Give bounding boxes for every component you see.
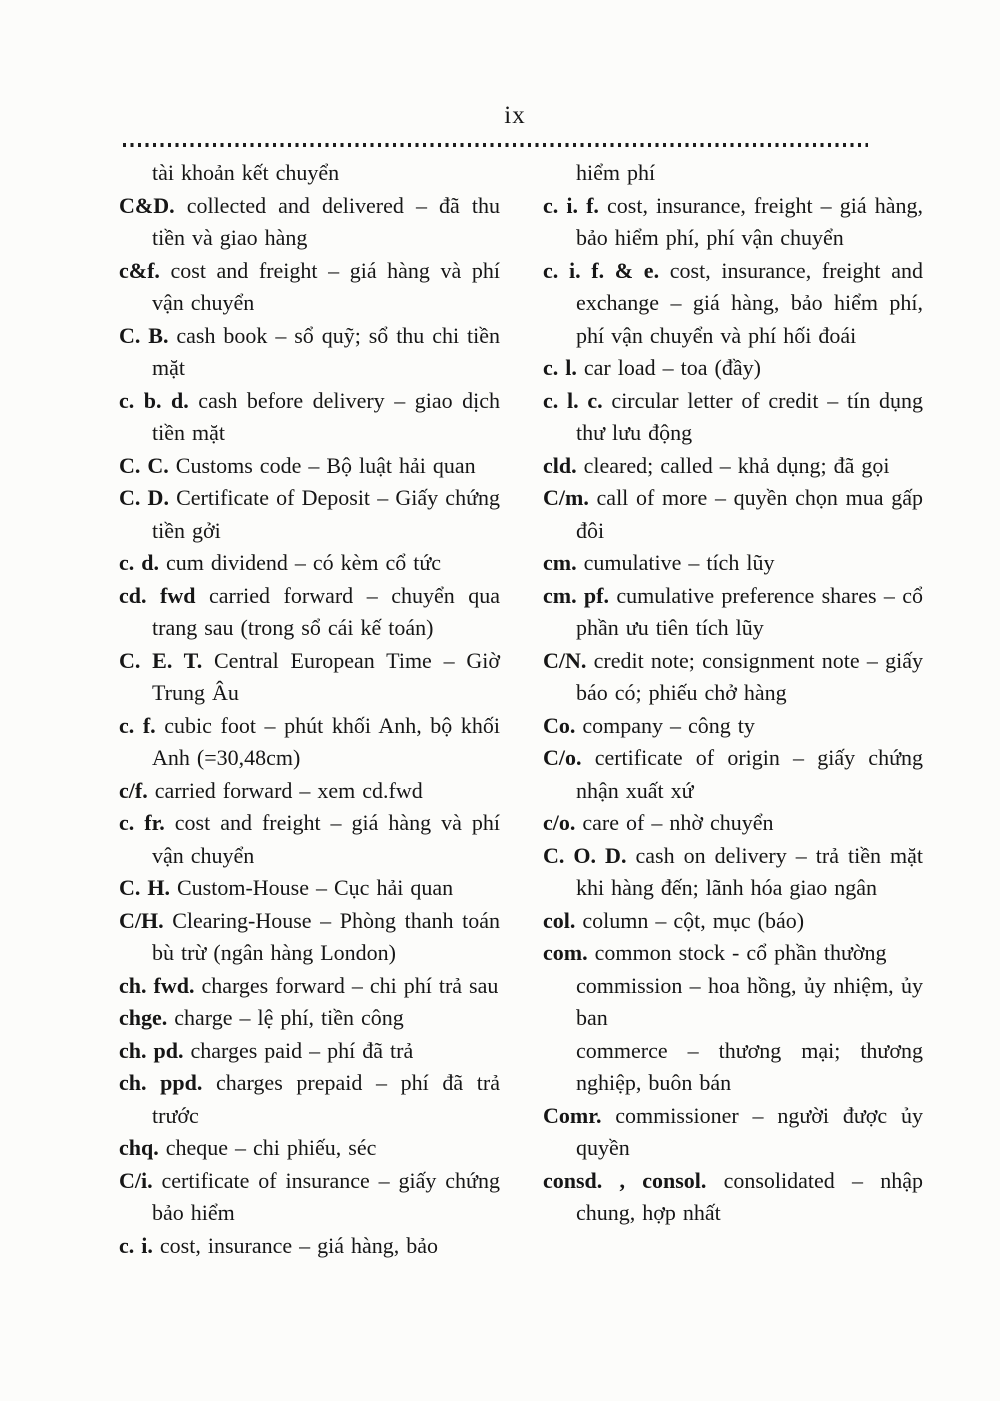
entry-text: company – công ty xyxy=(575,712,755,738)
dictionary-entry xyxy=(119,450,500,483)
entry-abbr: c/o. xyxy=(543,810,576,835)
dictionary-entry xyxy=(119,872,500,905)
entry-abbr: C. B. xyxy=(119,322,169,348)
entry-text: circular letter of credit – tín dụng thư lưu động xyxy=(576,387,923,445)
entry-text: commissioner – người được ủy quyền xyxy=(576,1102,923,1160)
dictionary-entry xyxy=(119,482,500,547)
dictionary-entry xyxy=(543,157,923,190)
dictionary-entry xyxy=(119,255,500,320)
entry-abbr: ch. fwd. xyxy=(119,972,195,998)
entry-abbr: C/N. xyxy=(543,647,587,673)
dictionary-entry xyxy=(543,385,923,450)
dictionary-entry xyxy=(119,1230,500,1263)
entry-abbr: C. O. D. xyxy=(543,842,627,868)
entry-abbr: c. i. xyxy=(119,1232,153,1258)
entry-abbr: Co. xyxy=(543,712,576,738)
entry-abbr: com. xyxy=(543,940,588,965)
dictionary-entry xyxy=(119,580,500,645)
entry-text: charges paid – phí đã trả xyxy=(183,1037,414,1063)
entry-abbr: ch. pd. xyxy=(119,1037,184,1063)
dictionary-entry xyxy=(543,807,923,840)
dictionary-entry xyxy=(543,450,923,483)
dictionary-entry xyxy=(119,385,500,450)
dictionary-entry xyxy=(543,547,923,580)
entry-text: cumulative – tích lũy xyxy=(576,550,775,575)
entry-text: commerce – thương mại; thương nghiệp, buôn bán xyxy=(576,1037,923,1095)
dictionary-entry xyxy=(119,1067,500,1132)
entry-text: consolidated – nhập chung, hợp nhất xyxy=(576,1167,923,1225)
dictionary-entry xyxy=(119,775,500,808)
dictionary-entry xyxy=(543,482,923,547)
entry-abbr: col. xyxy=(543,907,576,933)
entry-abbr: C. H. xyxy=(119,875,170,900)
dictionary-entry xyxy=(543,352,923,385)
entry-text: cubic foot – phút khối Anh, bộ khối Anh (=30,48cm) xyxy=(152,712,501,770)
dotted-divider xyxy=(123,143,868,147)
entry-text: collected and delivered – đã thu tiền và giao hàng xyxy=(152,192,500,250)
column-right xyxy=(543,157,923,1230)
entry-text: cash book – sổ quỹ; sổ thu chi tiền mặt xyxy=(152,322,501,380)
entry-abbr: Comr. xyxy=(543,1102,602,1128)
entry-abbr: cd. fwd xyxy=(119,582,196,608)
entry-abbr: chge. xyxy=(119,1005,168,1030)
entry-abbr: c. b. d. xyxy=(119,387,189,413)
entry-text: common stock - cổ phần thường xyxy=(587,940,887,965)
entry-text: Customs code – Bộ luật hải quan xyxy=(168,452,476,478)
column-left xyxy=(119,157,500,1262)
entry-abbr: C/i. xyxy=(119,1167,153,1193)
entry-text: tài khoản kết chuyển xyxy=(152,160,340,185)
entry-text: charges prepaid – phí đã trả trước xyxy=(152,1070,500,1128)
dictionary-entry xyxy=(543,1035,923,1100)
dictionary-entry xyxy=(543,580,923,645)
entry-text: Central European Time – Giờ Trung Âu xyxy=(152,647,500,705)
entry-abbr: c. f. xyxy=(119,712,156,738)
entry-text: Custom-House – Cục hải quan xyxy=(170,875,454,900)
dictionary-entry xyxy=(119,157,500,190)
dictionary-entry xyxy=(119,547,500,580)
entry-text: carried forward – xem cd.fwd xyxy=(147,777,423,803)
entry-text: care of – nhờ chuyển xyxy=(575,810,774,835)
entry-abbr: c. i. f. & e. xyxy=(543,257,660,283)
dictionary-entry xyxy=(119,190,500,255)
entry-text: charges forward – chi phí trả sau xyxy=(194,972,499,998)
dictionary-entry xyxy=(119,320,500,385)
dictionary-entry xyxy=(543,255,923,353)
entry-text: cash on delivery – trả tiền mặt khi hàng đến; lãnh hóa giao ngân xyxy=(576,842,924,900)
entry-abbr: C/o. xyxy=(543,745,582,770)
entry-abbr: C&D. xyxy=(119,192,175,218)
entry-text: cost, insurance, freight – giá hàng, bảo hiểm phí, phí vận chuyển xyxy=(576,192,924,250)
entry-text: certificate of origin – giấy chứng nhận xuất xứ xyxy=(576,745,923,803)
dictionary-entry xyxy=(119,1165,500,1230)
entry-abbr: C/H. xyxy=(119,907,164,933)
entry-text: commission – hoa hồng, ủy nhiệm, ủy ban xyxy=(576,972,923,1030)
entry-text: car load – toa (đầy) xyxy=(576,355,761,380)
entry-abbr: c. d. xyxy=(119,550,159,575)
entry-text: cost, insurance, freight and exchange – giá hàng, bảo hiểm phí, phí vận chuyển và phí hối đoái xyxy=(576,257,923,348)
entry-text: call of more – quyền chọn mua gấp đôi xyxy=(576,485,923,543)
entry-text: credit note; consignment note – giấy báo có; phiếu chở hàng xyxy=(576,647,923,705)
dictionary-entry xyxy=(119,970,500,1003)
dictionary-entry xyxy=(543,742,923,807)
dictionary-entry xyxy=(119,905,500,970)
dictionary-entry xyxy=(543,1165,923,1230)
entry-abbr: C/m. xyxy=(543,485,589,510)
entry-abbr: cm. pf. xyxy=(543,582,609,608)
entry-abbr: c. l. c. xyxy=(543,387,603,413)
entry-abbr: C. D. xyxy=(119,485,169,510)
entry-text: cost, insurance – giá hàng, bảo xyxy=(152,1232,439,1258)
dictionary-entry xyxy=(119,645,500,710)
entry-abbr: c. i. f. xyxy=(543,192,599,218)
entry-text: cost and freight – giá hàng và phí vận chuyển xyxy=(152,257,500,315)
entry-text: cleared; called – khả dụng; đã gọi xyxy=(576,452,890,478)
entry-text: certificate of insurance – giấy chứng bảo hiểm xyxy=(152,1167,500,1225)
entry-abbr: c. l. xyxy=(543,355,577,380)
page-number: ix xyxy=(504,102,526,129)
dictionary-entry xyxy=(119,807,500,872)
entry-text: carried forward – chuyển qua trang sau (trong sổ cái kế toán) xyxy=(152,582,501,640)
entry-text: cum dividend – có kèm cổ tức xyxy=(159,550,442,575)
dictionary-entry xyxy=(119,1035,500,1068)
entry-text: Certificate of Deposit – Giấy chứng tiền gởi xyxy=(152,485,500,543)
dictionary-entry xyxy=(543,905,923,938)
entry-text: Clearing-House – Phòng thanh toán bù trừ (ngân hàng London) xyxy=(152,907,500,965)
dictionary-entry xyxy=(119,1132,500,1165)
entry-abbr: c. fr. xyxy=(119,810,165,835)
entry-abbr: C. E. T. xyxy=(119,647,203,673)
entry-text: cumulative preference shares – cổ phần ưu tiên tích lũy xyxy=(576,582,923,640)
dictionary-entry xyxy=(543,1100,923,1165)
dictionary-entry xyxy=(543,937,923,970)
dictionary-entry xyxy=(543,840,923,905)
entry-abbr: cld. xyxy=(543,452,577,478)
entry-abbr: c&f. xyxy=(119,257,160,283)
entry-text: hiểm phí xyxy=(576,160,656,185)
entry-text: cost and freight – giá hàng và phí vận chuyển xyxy=(152,810,500,868)
dictionary-entry xyxy=(119,1002,500,1035)
entry-abbr: cm. xyxy=(543,550,577,575)
entry-abbr: ch. ppd. xyxy=(119,1070,203,1095)
entry-text: column – cột, mục (báo) xyxy=(575,907,805,933)
dictionary-entry xyxy=(543,190,923,255)
entry-abbr: c/f. xyxy=(119,777,148,803)
entry-abbr: consd. , consol. xyxy=(543,1167,707,1193)
dictionary-entry xyxy=(119,710,500,775)
entry-abbr: C. C. xyxy=(119,452,169,478)
entry-text: cheque – chi phiếu, séc xyxy=(158,1135,377,1160)
dictionary-entry xyxy=(543,645,923,710)
entry-text: cash before delivery – giao dịch tiền mặt xyxy=(152,387,500,445)
entry-text: charge – lệ phí, tiền công xyxy=(167,1005,404,1030)
dictionary-entry xyxy=(543,710,923,743)
entry-columns xyxy=(119,157,923,1262)
entry-abbr: chq. xyxy=(119,1135,159,1160)
dictionary-entry xyxy=(543,970,923,1035)
